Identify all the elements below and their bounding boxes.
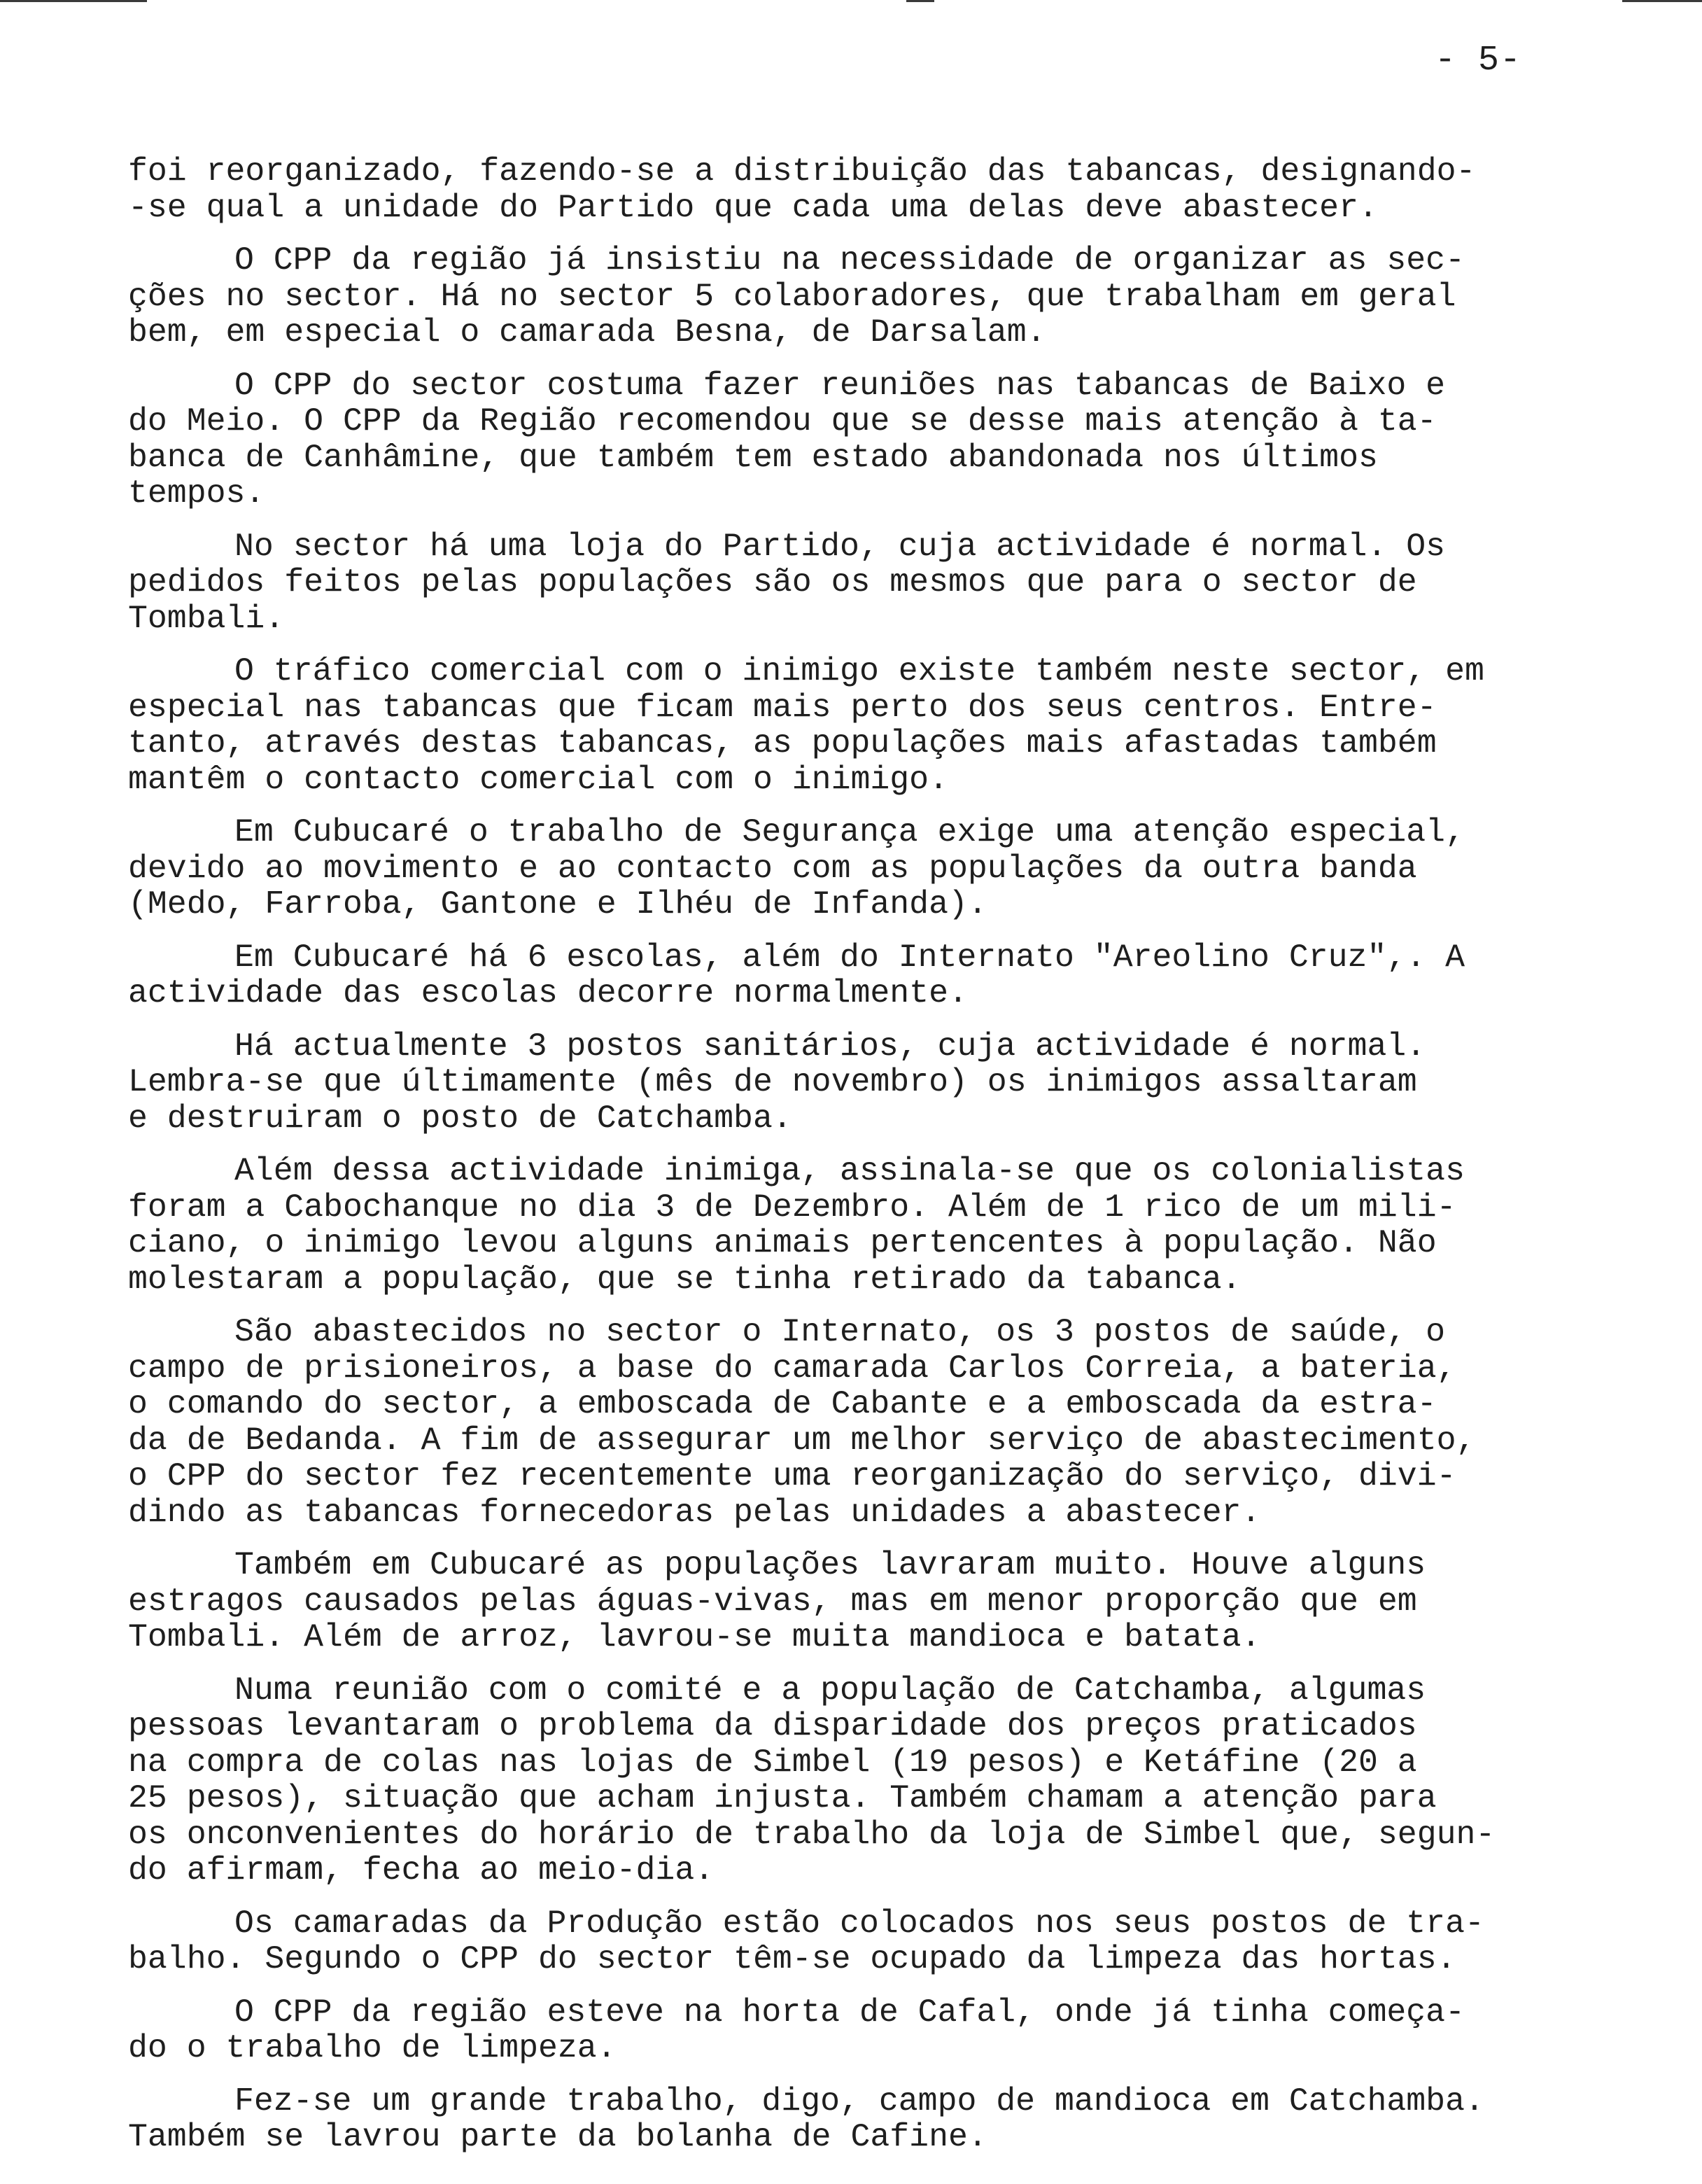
paragraph xyxy=(128,2083,1668,2155)
scan-edge-mark-right xyxy=(1622,0,1702,2)
paragraph xyxy=(128,653,1668,797)
text-line: O CPP do sector costuma fazer reuniões nas tabancas de Baixo e xyxy=(234,366,1446,404)
text-line: O CPP da região já insistiu na necessidade de organizar as sec- xyxy=(234,241,1465,279)
text-line: Numa reunião com o comité e a população de Catchamba, algumas xyxy=(234,1671,1426,1709)
text-line: ciano, o inimigo levou alguns animais pertencentes à população. Não xyxy=(128,1224,1437,1261)
text-line: (Medo, Farroba, Gantone e Ilhéu de Infanda). xyxy=(128,886,987,923)
text-line: actividade das escolas decorre normalmente. xyxy=(128,974,968,1011)
text-line: Em Cubucaré há 6 escolas, além do Internato "Areolino Cruz",. A xyxy=(234,938,1465,976)
body-text xyxy=(128,153,1668,2172)
text-line: pessoas levantaram o problema da disparidade dos preços praticados xyxy=(128,1707,1417,1744)
text-line: especial nas tabancas que ficam mais perto dos seus centros. Entre- xyxy=(128,688,1437,726)
text-line: dindo as tabancas fornecedoras pelas unidades a abastecer. xyxy=(128,1493,1261,1531)
paragraph xyxy=(128,1547,1668,1656)
paragraph xyxy=(128,153,1668,225)
text-line: pedidos feitos pelas populações são os mesmos que para o sector de xyxy=(128,564,1417,601)
scan-edge-mark-center xyxy=(906,0,934,2)
text-line: e destruiram o posto de Catchamba. xyxy=(128,1099,792,1137)
text-line: campo de prisioneiros, a base do camarada Carlos Correia, a bateria, xyxy=(128,1349,1456,1387)
text-line: Também se lavrou parte da bolanha de Cafine. xyxy=(128,2118,987,2155)
text-line: tanto, através destas tabancas, as populações mais afastadas também xyxy=(128,724,1437,762)
paragraph xyxy=(128,1314,1668,1530)
text-line: da de Bedanda. A fim de assegurar um melhor serviço de abastecimento, xyxy=(128,1421,1476,1459)
text-line: tempos. xyxy=(128,475,265,512)
text-line: do Meio. O CPP da Região recomendou que se desse mais atenção à ta- xyxy=(128,402,1437,440)
text-line: -se qual a unidade do Partido que cada uma delas deve abastecer. xyxy=(128,188,1378,226)
text-line: foi reorganizado, fazendo-se a distribuição das tabancas, designando- xyxy=(128,153,1476,190)
text-line: Tombali. xyxy=(128,599,285,637)
text-line: O CPP da região esteve na horta de Cafal, onde já tinha começa- xyxy=(234,1993,1465,2031)
text-line: Os camaradas da Produção estão colocados nos seus postos de tra- xyxy=(234,1904,1484,1942)
text-line: Também em Cubucaré as populações lavraram muito. Houve alguns xyxy=(234,1546,1426,1583)
scan-edge-mark-left xyxy=(0,0,147,2)
text-line: bem, em especial o camarada Besna, de Darsalam. xyxy=(128,314,1046,351)
text-line: o CPP do sector fez recentemente uma reorganização do serviço, divi- xyxy=(128,1457,1456,1494)
text-line: mantêm o contacto comercial com o inimigo. xyxy=(128,760,948,798)
text-line: O tráfico comercial com o inimigo existe também neste sector, em xyxy=(234,652,1484,690)
text-line: os onconvenientes do horário de trabalho da loja de Simbel que, segun- xyxy=(128,1815,1496,1853)
paragraph xyxy=(128,368,1668,512)
text-line: estragos causados pelas águas-vivas, mas em menor proporção que em xyxy=(128,1582,1417,1620)
paragraph xyxy=(128,1153,1668,1297)
text-line: Fez-se um grande trabalho, digo, campo de mandioca em Catchamba. xyxy=(234,2082,1484,2120)
text-line: Em Cubucaré o trabalho de Segurança exige uma atenção especial, xyxy=(234,813,1465,850)
paragraph xyxy=(128,814,1668,923)
text-line: devido ao movimento e ao contacto com as populações da outra banda xyxy=(128,849,1417,887)
page-number: - 5- xyxy=(1435,41,1522,80)
paragraph xyxy=(128,939,1668,1011)
text-line: 25 pesos), situação que acham injusta. Também chamam a atenção para xyxy=(128,1779,1437,1816)
text-line: Além dessa actividade inimiga, assinala-se que os colonialistas xyxy=(234,1152,1465,1189)
text-line: na compra de colas nas lojas de Simbel (19 pesos) e Ketáfine (20 a xyxy=(128,1743,1417,1781)
text-line: do afirmam, fecha ao meio-dia. xyxy=(128,1851,715,1889)
paragraph xyxy=(128,1994,1668,2066)
text-line: foram a Cabochanque no dia 3 de Dezembro. Além de 1 rico de um mili- xyxy=(128,1188,1456,1226)
paragraph xyxy=(128,242,1668,351)
text-line: Tombali. Além de arroz, lavrou-se muita mandioca e batata. xyxy=(128,1618,1261,1656)
text-line: balho. Segundo o CPP do sector têm-se ocupado da limpeza das hortas. xyxy=(128,1940,1456,1977)
paragraph xyxy=(128,1028,1668,1137)
text-line: No sector há uma loja do Partido, cuja actividade é normal. Os xyxy=(234,527,1446,565)
paragraph xyxy=(128,528,1668,637)
text-line: Lembra-se que últimamente (mês de novembro) os inimigos assaltaram xyxy=(128,1063,1417,1100)
paragraph xyxy=(128,1672,1668,1889)
text-line: do o trabalho de limpeza. xyxy=(128,2029,617,2066)
text-line: o comando do sector, a emboscada de Cabante e a emboscada da estra- xyxy=(128,1385,1437,1422)
text-line: São abastecidos no sector o Internato, os 3 postos de saúde, o xyxy=(234,1313,1446,1350)
text-line: ções no sector. Há no sector 5 colaboradores, que trabalham em geral xyxy=(128,277,1456,315)
text-line: Há actualmente 3 postos sanitários, cuja actividade é normal. xyxy=(234,1027,1426,1065)
text-line: banca de Canhâmine, que também tem estado abandonada nos últimos xyxy=(128,438,1378,476)
text-line: molestaram a população, que se tinha retirado da tabanca. xyxy=(128,1260,1242,1298)
paragraph xyxy=(128,1905,1668,1977)
